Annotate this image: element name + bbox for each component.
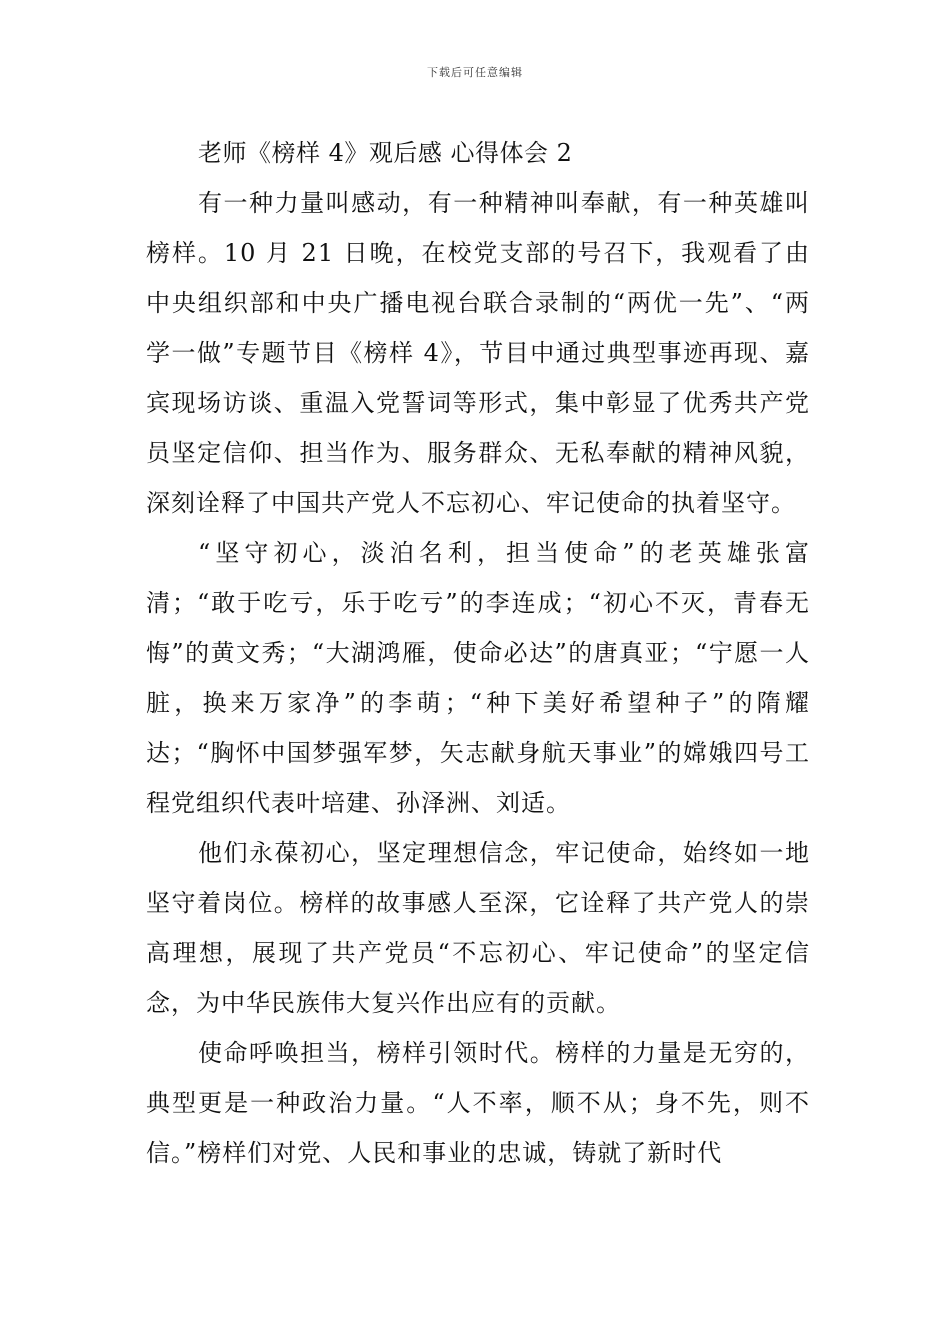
header-note: 下载后可任意编辑 [427,66,523,79]
document-body [146,128,810,1178]
paragraph-3: 他们永葆初心，坚定理想信念，牢记使命，始终如一地坚守着岗位。榜样的故事感人至深，它诠释了共产党人的崇高理想，展现了共产党员“不忘初心、牢记使命”的坚定信念，为中华民族伟大复兴作出应有的贡献。 [146,839,810,1017]
paragraph-2: “坚守初心，淡泊名利，担当使命”的老英雄张富清；“敢于吃亏，乐于吃亏”的李连成；“初心不灭，青春无悔”的黄文秀；“大湖鸿雁，使命必达”的唐真亚；“宁愿一人脏，换来万家净”的李萌；“种下美好希望种子”的隋耀达；“胸怀中国梦强军梦，矢志献身航天事业”的嫦娥四号工程党组织代表叶培建、孙泽洲、刘适。 [146,539,810,817]
document-title: 老师《榜样 4》观后感 心得体会 2 [198,139,573,167]
paragraph-4: 使命呼唤担当，榜样引领时代。榜样的力量是无穷的，典型更是一种政治力量。“人不率，顺不从；身不先，则不信。”榜样们对党、人民和事业的忠诚，铸就了新时代 [146,1039,810,1167]
paragraph-1: 有一种力量叫感动，有一种精神叫奉献，有一种英雄叫榜样。10 月 21 日晚，在校党支部的号召下，我观看了由中央组织部和中央广播电视台联合录制的“两优一先”、“两学一做”专题节目《榜样 4》，节目中通过典型事迹再现、嘉宾现场访谈、重温入党誓词等形式，集中彰显了优秀共产党员坚定信仰、担当作为、服务群众、无私奉献的精神风貌，深刻诠释了中国共产党人不忘初心、牢记使命的执着坚守。 [146,189,810,517]
